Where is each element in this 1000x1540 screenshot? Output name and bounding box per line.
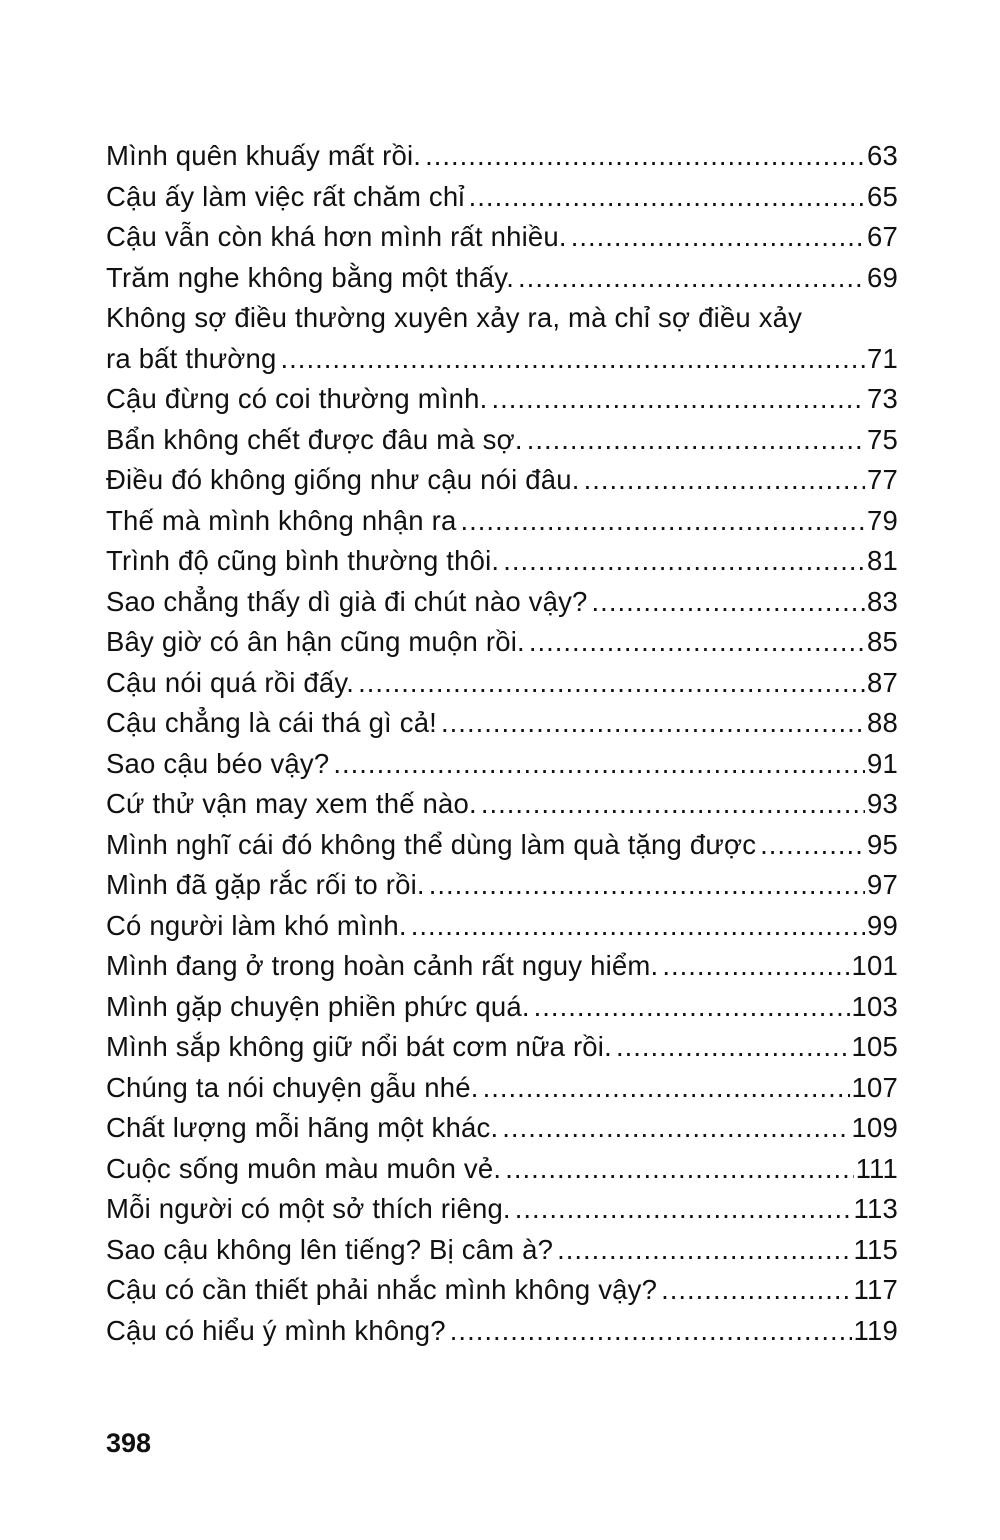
toc-entry [106,420,898,461]
toc-entry [106,1027,898,1068]
toc-entry-title: Mình quên khuấy mất rồi. [106,140,422,171]
dot-leader [571,217,865,258]
toc-entry [106,1108,898,1149]
toc-entry-page: 65 [867,180,898,212]
dot-leader [557,1230,851,1271]
toc-entry-title: ra bất thường [106,342,277,374]
toc-entry-title: Cậu nói quá rồi đấy. [106,666,355,698]
toc-entry [106,177,898,218]
toc-entry-title: Cuộc sống muôn màu muôn vẻ. [106,1152,502,1184]
dot-leader [411,906,865,947]
toc-entry-page: 109 [851,1112,898,1143]
toc-entry-page: 71 [867,342,898,374]
dot-leader [333,744,865,785]
toc-entry-title: Cậu có hiểu ý mình không? [106,1314,446,1346]
toc-entry-title: Bẩn không chết được đâu mà sợ. [106,423,523,455]
toc-entry [106,460,898,501]
toc-entry [106,703,898,744]
toc-entry-title: Cậu đừng có coi thường mình. [106,383,488,414]
toc-entry-page: 81 [867,545,898,576]
toc-entry-page: 113 [853,1193,898,1224]
dot-leader [483,1068,850,1109]
dot-leader [429,865,865,906]
toc-entry-title: Cậu có cần thiết phải nhắc mình không vậy? [106,1274,658,1305]
toc-entry-title: Có người làm khó mình. [106,909,407,941]
dot-leader [441,703,865,744]
dot-leader [518,258,865,299]
toc-entry-page: 67 [867,221,898,252]
toc-entry-page: 119 [853,1314,898,1346]
toc-entry-page: 111 [855,1152,898,1184]
dot-leader [505,1149,853,1190]
dot-leader [584,460,865,501]
dot-leader [481,784,865,825]
toc-entry-title: Mình đang ở trong hoàn cảnh rất nguy hiểm. [106,950,659,981]
dot-leader [469,177,865,218]
dot-leader [616,1027,850,1068]
toc-entry-page: 91 [867,747,898,779]
toc-entry [106,1270,898,1311]
toc-entry-title: Sao cậu béo vậy? [106,747,330,779]
toc-entry-page: 87 [867,666,898,698]
toc-entry [106,865,898,906]
toc-entry [106,379,898,420]
toc-entry-title: Mình đã gặp rắc rối to rồi. [106,869,425,900]
dot-leader [760,825,865,866]
toc-entry-title: Chúng ta nói chuyện gẫu nhé. [106,1071,479,1103]
dot-leader [460,501,865,542]
dot-leader [661,1270,851,1311]
toc-entry-title: Chất lượng mỗi hãng một khác. [106,1112,499,1143]
toc-entry-title: Điều đó không giống như cậu nói đâu. [106,464,580,495]
toc-entry-page: 85 [867,626,898,657]
toc-entry [106,906,898,947]
dot-leader [592,582,865,623]
toc-entry-page: 79 [867,504,898,536]
toc-entry [106,987,898,1028]
toc-entry-page: 97 [867,869,898,900]
toc-entry-title: Mỗi người có một sở thích riêng. [106,1193,511,1224]
toc-entry-page: 107 [851,1071,898,1103]
dot-leader [450,1311,852,1352]
toc-entry-title: Cậu chẳng là cái thá gì cả! [106,707,438,738]
table-of-contents [106,136,898,1351]
dot-leader [358,663,865,704]
toc-entry-title: Mình nghĩ cái đó không thể dùng làm quà tặng được [106,828,757,860]
toc-entry-page: 93 [867,788,898,819]
toc-entry [106,136,898,177]
dot-leader [491,379,865,420]
toc-entry-page: 101 [851,950,898,981]
toc-entry-page: 63 [867,140,898,171]
toc-entry [106,663,898,704]
toc-entry [106,258,898,299]
toc-entry [106,501,898,542]
toc-entry-title: Sao cậu không lên tiếng? Bị câm à? [106,1233,554,1265]
toc-entry [106,784,898,825]
toc-entry-title: Mình sắp không giữ nổi bát cơm nữa rồi. [106,1031,612,1062]
toc-entry [106,1149,898,1190]
toc-entry-title: Trình độ cũng bình thường thôi. [106,545,500,576]
dot-leader [281,339,865,380]
toc-entry-title-line1 [106,298,898,339]
toc-entry-page: 73 [867,383,898,414]
toc-entry-title: Cậu ấy làm việc rất chăm chỉ [106,180,465,212]
toc-entry [106,1189,898,1230]
toc-entry-page: 117 [853,1274,898,1305]
toc-entry-title: Mình gặp chuyện phiền phức quá. [106,990,530,1022]
toc-entry-page: 95 [867,828,898,860]
dot-leader [502,1108,849,1149]
toc-entry [106,744,898,785]
toc-entry [106,1068,898,1109]
toc-entry-title: Thế mà mình không nhận ra [106,504,457,536]
toc-entry-page: 99 [867,909,898,941]
toc-entry-title: Không sợ điều thường xuyên xảy ra, mà chỉ sợ điều xảy [106,302,803,333]
toc-entry-page: 75 [867,423,898,455]
page-number: 398 [106,1428,152,1458]
toc-entry-page: 115 [853,1233,898,1265]
toc-entry-page: 103 [851,990,898,1022]
dot-leader [527,420,865,461]
dot-leader [515,1189,852,1230]
dot-leader [529,622,865,663]
dot-leader [503,541,865,582]
toc-entry-title: Sao chẳng thấy dì già đi chút nào vậy? [106,585,588,617]
toc-entry [106,622,898,663]
toc-entry-page: 69 [867,261,898,293]
toc-entry-title: Trăm nghe không bằng một thấy. [106,261,515,293]
toc-entry-page: 83 [867,585,898,617]
toc-entry-title: Bây giờ có ân hận cũng muộn rồi. [106,626,525,657]
toc-entry [106,946,898,987]
toc-entry-title: Cậu vẫn còn khá hơn mình rất nhiều. [106,221,567,252]
toc-entry-title-line2 [106,339,898,380]
toc-entry [106,541,898,582]
toc-entry [106,298,898,379]
toc-entry [106,582,898,623]
dot-leader [534,987,850,1028]
toc-entry-title: Cứ thử vận may xem thế nào. [106,788,477,819]
toc-entry [106,217,898,258]
toc-entry [106,825,898,866]
dot-leader [662,946,849,987]
toc-entry-page: 88 [867,707,898,738]
dot-leader [425,136,865,177]
toc-entry-page: 77 [867,464,898,495]
toc-entry [106,1230,898,1271]
toc-entry [106,1311,898,1352]
toc-entry-page: 105 [851,1031,898,1062]
